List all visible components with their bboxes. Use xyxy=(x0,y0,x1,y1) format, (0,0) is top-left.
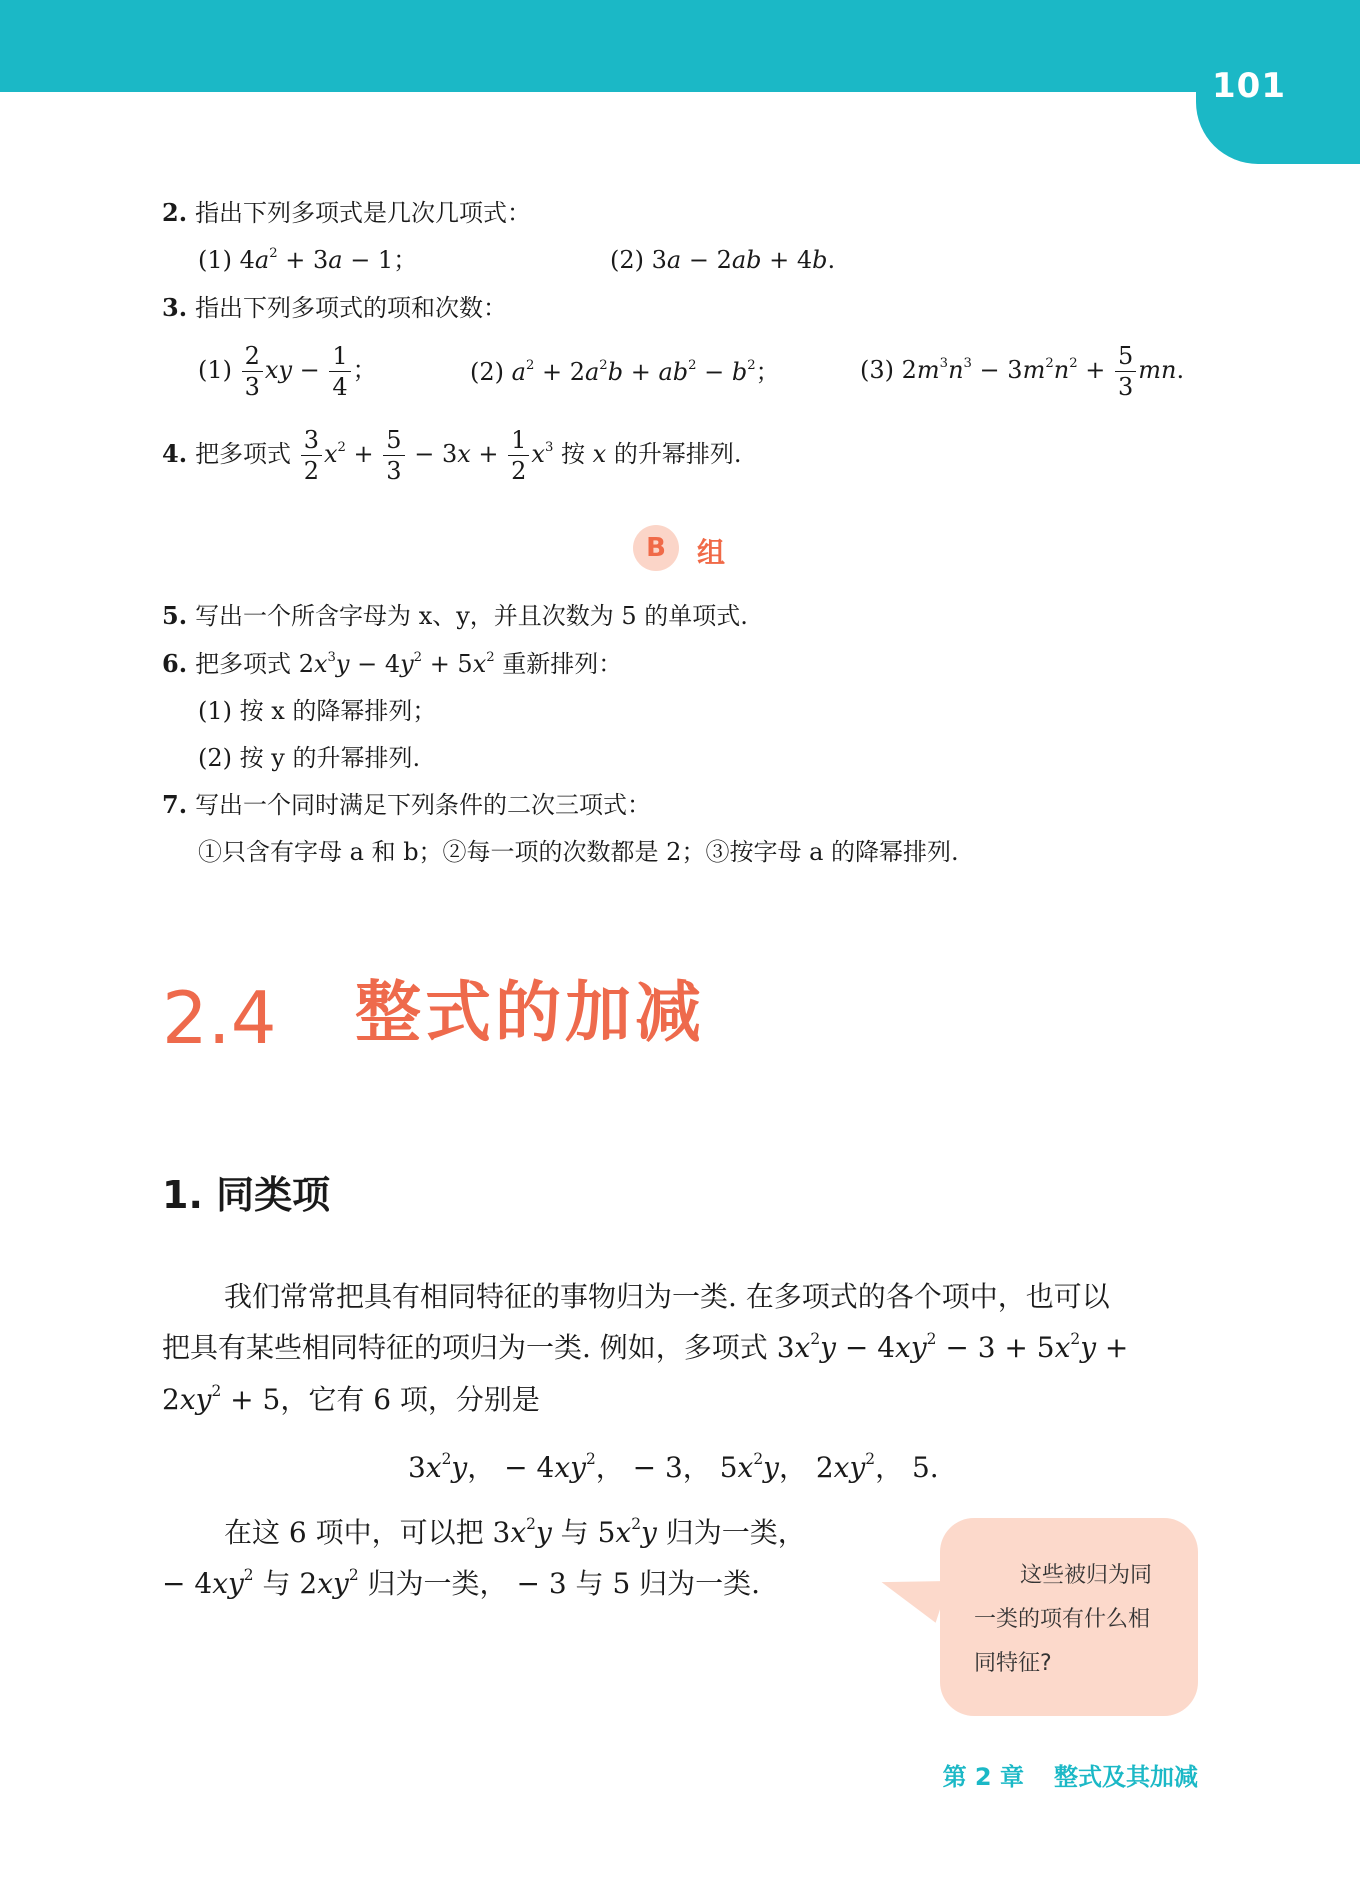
chapter-number: 第 2 章 xyxy=(942,1763,1024,1791)
exercise-text: 指出下列多项式的项和次数： xyxy=(195,294,508,322)
exercise-6-part-2: (2) 按 y 的升幂排列. xyxy=(198,744,421,772)
speech-bubble-tail xyxy=(875,1561,949,1623)
paragraph-2-line-1: 在这 6 项中，可以把 $3x^2y$ 与 $5x^2y$ 归为一类， xyxy=(224,1515,806,1549)
exercise-text: 指出下列多项式是几次几项式： xyxy=(195,199,532,227)
paragraph-1-line-1: 我们常常把具有相同特征的事物归为一类. 在多项式的各个项中，也可以 xyxy=(224,1280,1110,1313)
exercise-4: 4. 把多项式 $\frac{3}{2}$ $x^2$ + $\frac{5}{3}$ − 3x + $\frac{1}{2}$ $x^3$ 按 x 的升幂排列. xyxy=(162,426,742,485)
section-number: 2.4 xyxy=(162,976,277,1060)
bubble-line-2: 一类的项有什么相 xyxy=(974,1607,1151,1632)
exercise-3-part-2: (2) $a^2 + 2a^2b + ab^2 - b^2$； xyxy=(470,358,780,386)
exercise-5 xyxy=(162,601,748,630)
exercise-number: 2. xyxy=(162,198,188,227)
group-label: 组 xyxy=(697,536,726,569)
page-number: 101 xyxy=(1212,66,1286,106)
exercise-2 xyxy=(162,198,532,227)
header-bar xyxy=(0,0,1360,92)
exercise-number: 3. xyxy=(162,293,188,322)
bubble-line-1: 这些被归为同 xyxy=(1020,1563,1153,1588)
exercise-3-part-3: (3) $2m^3n^3 - 3m^2n^2$ + $\frac{5}{3}$ mn. xyxy=(860,342,1185,401)
paragraph-2-line-2: − $4xy^2$ 与 $2xy^2$ 归为一类， − 3 与 5 归为一类. xyxy=(162,1566,761,1600)
speech-bubble xyxy=(940,1518,1198,1716)
exercise-number: 7. xyxy=(162,790,188,819)
bubble-line-3: 同特征? xyxy=(974,1651,1052,1676)
exercise-3-part-1: (1) $\frac{2}{3}$ xy − $\frac{1}{4}$ ； xyxy=(198,342,377,401)
exercise-2-part-2: (2) 3a − 2ab + 4b. xyxy=(610,246,836,274)
section-title: 整式的加减 xyxy=(355,974,705,1051)
exercise-text: 写出一个所含字母为 x、y，并且次数为 5 的单项式. xyxy=(195,602,748,630)
paragraph-1-line-3: $2xy^2 + 5$，它有 6 项，分别是 xyxy=(162,1382,540,1416)
terms-list: $3x^2y$， − $4xy^2$， − 3， $5x^2y$， $2xy^2$， 5. xyxy=(408,1450,939,1484)
exercise-7-conditions: ①只含有字母 a 和 b；②每一项的次数都是 2；③按字母 a 的降幂排列. xyxy=(198,838,959,866)
exercise-7 xyxy=(162,790,652,819)
exercise-6-part-1: (1) 按 x 的降幂排列； xyxy=(198,697,437,725)
exercise-6: 6. 把多项式 $2x^3y - 4y^2 + 5x^2$ 重新排列： xyxy=(162,649,623,678)
group-badge: B xyxy=(633,525,679,571)
chapter-footer xyxy=(943,1757,1198,1792)
subsection-title: 1. 同类项 xyxy=(162,1173,331,1217)
exercise-number: 4. xyxy=(162,439,188,468)
exercise-2-part-1: (1) $4a^2 + 3a - 1$； xyxy=(198,246,418,274)
chapter-title: 整式及其加减 xyxy=(1054,1763,1198,1791)
group-b-heading xyxy=(633,525,743,571)
paragraph-1-line-2: 把具有某些相同特征的项归为一类. 例如，多项式 $3x^2y - 4xy^2 - 3 + 5x^2y$ + xyxy=(162,1330,1129,1364)
exercise-number: 6. xyxy=(162,649,188,678)
exercise-text: 写出一个同时满足下列条件的二次三项式： xyxy=(195,791,652,819)
exercise-number: 5. xyxy=(162,601,188,630)
exercise-3 xyxy=(162,293,508,322)
